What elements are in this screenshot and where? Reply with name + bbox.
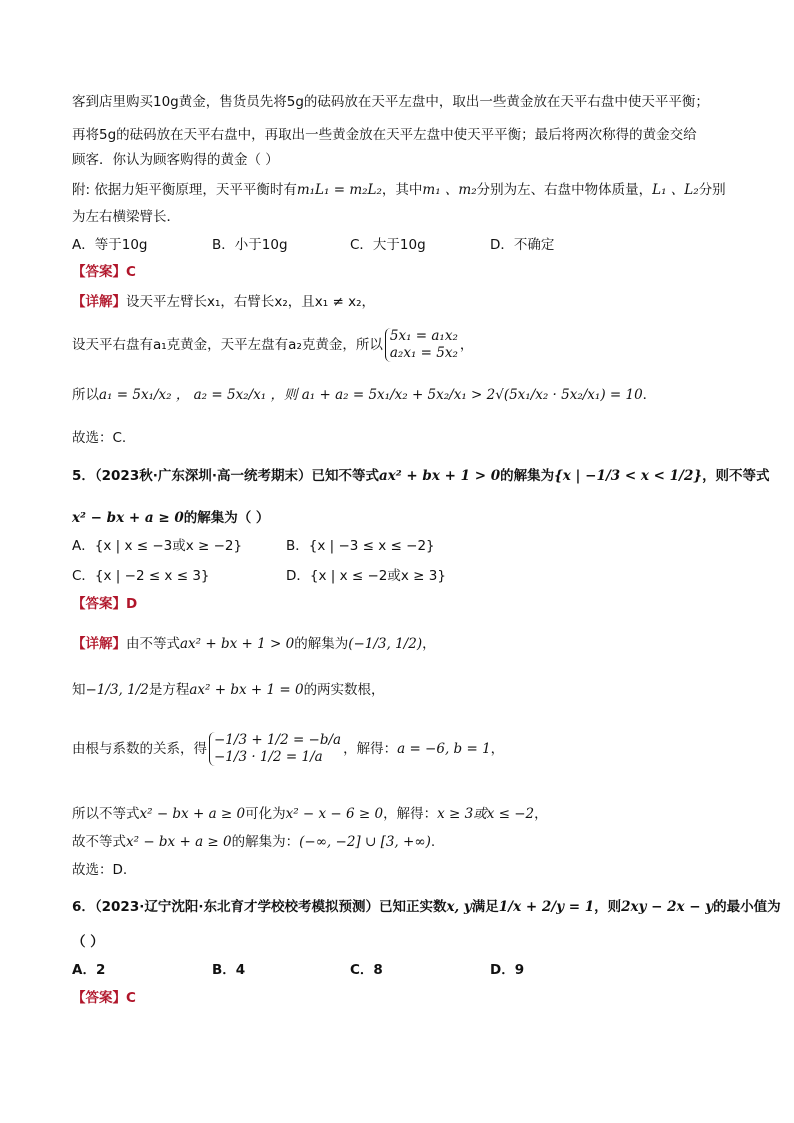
q5-conclusion: 故选：D. xyxy=(72,862,128,878)
q6-option-c: C．8 xyxy=(350,962,383,978)
inequality-derivation: a₁ = 5x₁/x₂ ， a₂ = 5x₂/x₁ ，则 a₁ + a₂ = 5x₁/x₂ + 5x₂/x₁ > 2√(5x₁/x₂ · 5x₂/x₁) = 10 xyxy=(99,387,643,403)
q6-option-d: D．9 xyxy=(490,962,525,978)
q6-stem-line-2: （ ） xyxy=(72,934,104,950)
q6-stem-line-1: 6．（2023·辽宁沈阳·东北育才学校校考模拟预测）已知正实数x, y满足1/x + 2/y = 1，则2xy − 2x − y的最小值为 xyxy=(72,899,781,915)
q4-note-line-2: 为左右横梁臂长． xyxy=(72,209,180,225)
torque-formula: m₁L₁ = m₂L₂ xyxy=(296,182,382,198)
q4-stem-line-2: 再将5g的砝码放在天平右盘中，再取出一些黄金放在天平左盘中使天平平衡；最后将两次称得的黄金交给 xyxy=(72,127,697,143)
q4-detail-line-3: 所以a₁ = 5x₁/x₂ ， a₂ = 5x₂/x₁ ，则 a₁ + a₂ = 5x₁/x₂ + 5x₂/x₁ > 2√(5x₁/x₂ · 5x₂/x₁) = 10． xyxy=(72,387,657,403)
q5-option-b: B．{x | −3 ≤ x ≤ −2} xyxy=(286,538,435,554)
q6-option-b: B．4 xyxy=(212,962,246,978)
q4-detail-line-1: 【详解】设天平左臂长x₁，右臂长x₂，且x₁ ≠ x₂， xyxy=(72,294,375,310)
q4-stem-line-3: 顾客．你认为顾客购得的黄金（ ） xyxy=(72,152,279,168)
q4-note-line-1: 附: 依据力矩平衡原理，天平平衡时有m₁L₁ = m₂L₂，其中m₁ 、m₂分别为左、右盘中物体质量，L₁ 、L₂分别 xyxy=(72,182,726,198)
q5-option-c: C．{x | −2 ≤ x ≤ 3} xyxy=(72,568,210,584)
q5-stem-line-2: x² − bx + a ≥ 0的解集为（ ） xyxy=(72,510,270,526)
q5-option-a: A．{x | x ≤ −3或x ≥ −2} xyxy=(72,538,243,554)
q4-option-d: D．不确定 xyxy=(490,237,555,253)
equation-system: −1/3 + 1/2 = −b/a −1/3 · 1/2 = 1/a xyxy=(209,732,341,766)
q4-option-c: C．大于10g xyxy=(350,237,426,253)
q5-detail-line-2: 知−1/3, 1/2是方程ax² + bx + 1 = 0的两实数根， xyxy=(72,682,385,698)
q4-stem-line-1: 客到店里购买10g黄金，售货员先将5g的砝码放在天平左盘中，取出一些黄金放在天平右盘中使天平平衡； xyxy=(72,94,709,110)
q4-option-a: A．等于10g xyxy=(72,237,148,253)
q5-detail-line-1: 【详解】由不等式ax² + bx + 1 > 0的解集为(−1/3, 1/2)， xyxy=(72,636,436,652)
q5-detail-line-4: 所以不等式x² − bx + a ≥ 0可化为x² − x − 6 ≥ 0，解得：x ≥ 3或x ≤ −2， xyxy=(72,806,548,822)
q5-detail-line-5: 故不等式x² − bx + a ≥ 0的解集为：(−∞, −2] ∪ [3, +∞). xyxy=(72,834,436,850)
q4-conclusion: 故选：C. xyxy=(72,430,127,446)
q5-option-d: D．{x | x ≤ −2或x ≥ 3} xyxy=(286,568,446,584)
q6-answer: 【答案】C xyxy=(72,990,136,1006)
q4-detail-line-2: 设天平右盘有a₁克黄金，天平左盘有a₂克黄金，所以 5x₁ = a₁x₂ a₂x₁ = 5x₂ ， xyxy=(72,328,474,361)
equation-system: 5x₁ = a₁x₂ a₂x₁ = 5x₂ xyxy=(385,328,458,362)
q6-option-a: A．2 xyxy=(72,962,106,978)
q4-option-b: B．小于10g xyxy=(212,237,288,253)
q5-detail-line-3: 由根与系数的关系，得 −1/3 + 1/2 = −b/a −1/3 · 1/2 = 1/a ，解得：a = −6, b = 1， xyxy=(72,732,505,765)
q5-stem-line-1: 5．（2023秋·广东深圳·高一统考期末）已知不等式ax² + bx + 1 > 0的解集为{x | −1/3 < x < 1/2}，则不等式 xyxy=(72,468,770,484)
q4-answer: 【答案】C xyxy=(72,264,136,280)
q5-answer: 【答案】D xyxy=(72,596,138,612)
